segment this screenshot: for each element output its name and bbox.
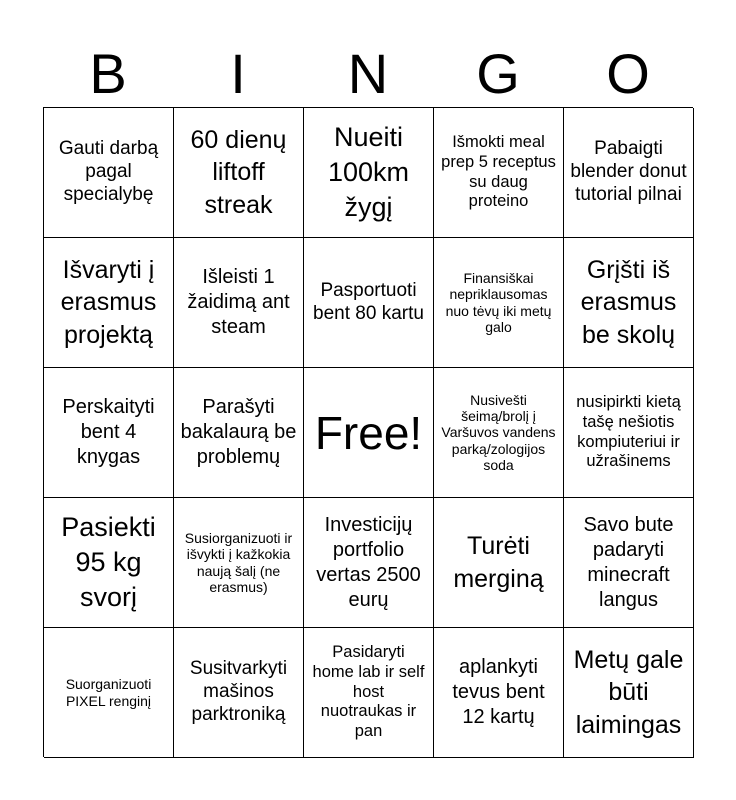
bingo-cell[interactable]: Suorganizuoti PIXEL renginį [44,628,174,758]
bingo-cell[interactable]: Nusivešti šeimą/brolį į Varšuvos vandens parką/zologijos soda [434,368,564,498]
bingo-cell[interactable]: Gauti darbą pagal specialybę [44,108,174,238]
bingo-cell[interactable]: aplankyti tevus bent 12 kartų [434,628,564,758]
bingo-cell[interactable]: Pasiekti 95 kg svorį [44,498,174,628]
bingo-cell[interactable]: Pasidaryti home lab ir self host nuotraukas ir pan [304,628,434,758]
bingo-cell[interactable]: Išleisti 1 žaidimą ant steam [174,238,304,368]
bingo-cell[interactable]: Išmokti meal prep 5 receptus su daug proteino [434,108,564,238]
bingo-cell[interactable]: Grįšti iš erasmus be skolų [564,238,694,368]
bingo-cell[interactable]: Susiorganizuoti ir išvykti į kažkokia naują šalį (ne erasmus) [174,498,304,628]
bingo-cell[interactable]: Nueiti 100km žygį [304,108,434,238]
bingo-cell[interactable]: Išvaryti į erasmus projektą [44,238,174,368]
free-space-cell[interactable]: Free! [304,368,434,498]
bingo-cell[interactable]: Finansiškai nepriklausomas nuo tėvų iki metų galo [434,238,564,368]
bingo-cell[interactable]: Susitvarkyti mašinos parktroniką [174,628,304,758]
bingo-cell[interactable]: Pabaigti blender donut tutorial pilnai [564,108,694,238]
header-letter-o: O [606,42,650,105]
bingo-cell[interactable]: Investicijų portfolio vertas 2500 eurų [304,498,434,628]
bingo-cell[interactable]: Turėti merginą [434,498,564,628]
bingo-grid [43,107,693,757]
header-letter-n: N [347,42,389,105]
bingo-cell[interactable]: Parašyti bakalaurą be problemų [174,368,304,498]
bingo-header [43,42,693,106]
bingo-cell[interactable]: nusipirkti kietą tašę nešiotis kompiuteriui ir užrašinems [564,368,694,498]
bingo-cell[interactable]: 60 dienų liftoff streak [174,108,304,238]
bingo-cell[interactable]: Pasportuoti bent 80 kartu [304,238,434,368]
header-letter-b: B [89,42,127,105]
header-letter-i: I [230,42,246,105]
header-letter-g: G [476,42,520,105]
bingo-cell[interactable]: Metų gale būti laimingas [564,628,694,758]
bingo-cell[interactable]: Savo bute padaryti minecraft langus [564,498,694,628]
bingo-cell[interactable]: Perskaityti bent 4 knygas [44,368,174,498]
